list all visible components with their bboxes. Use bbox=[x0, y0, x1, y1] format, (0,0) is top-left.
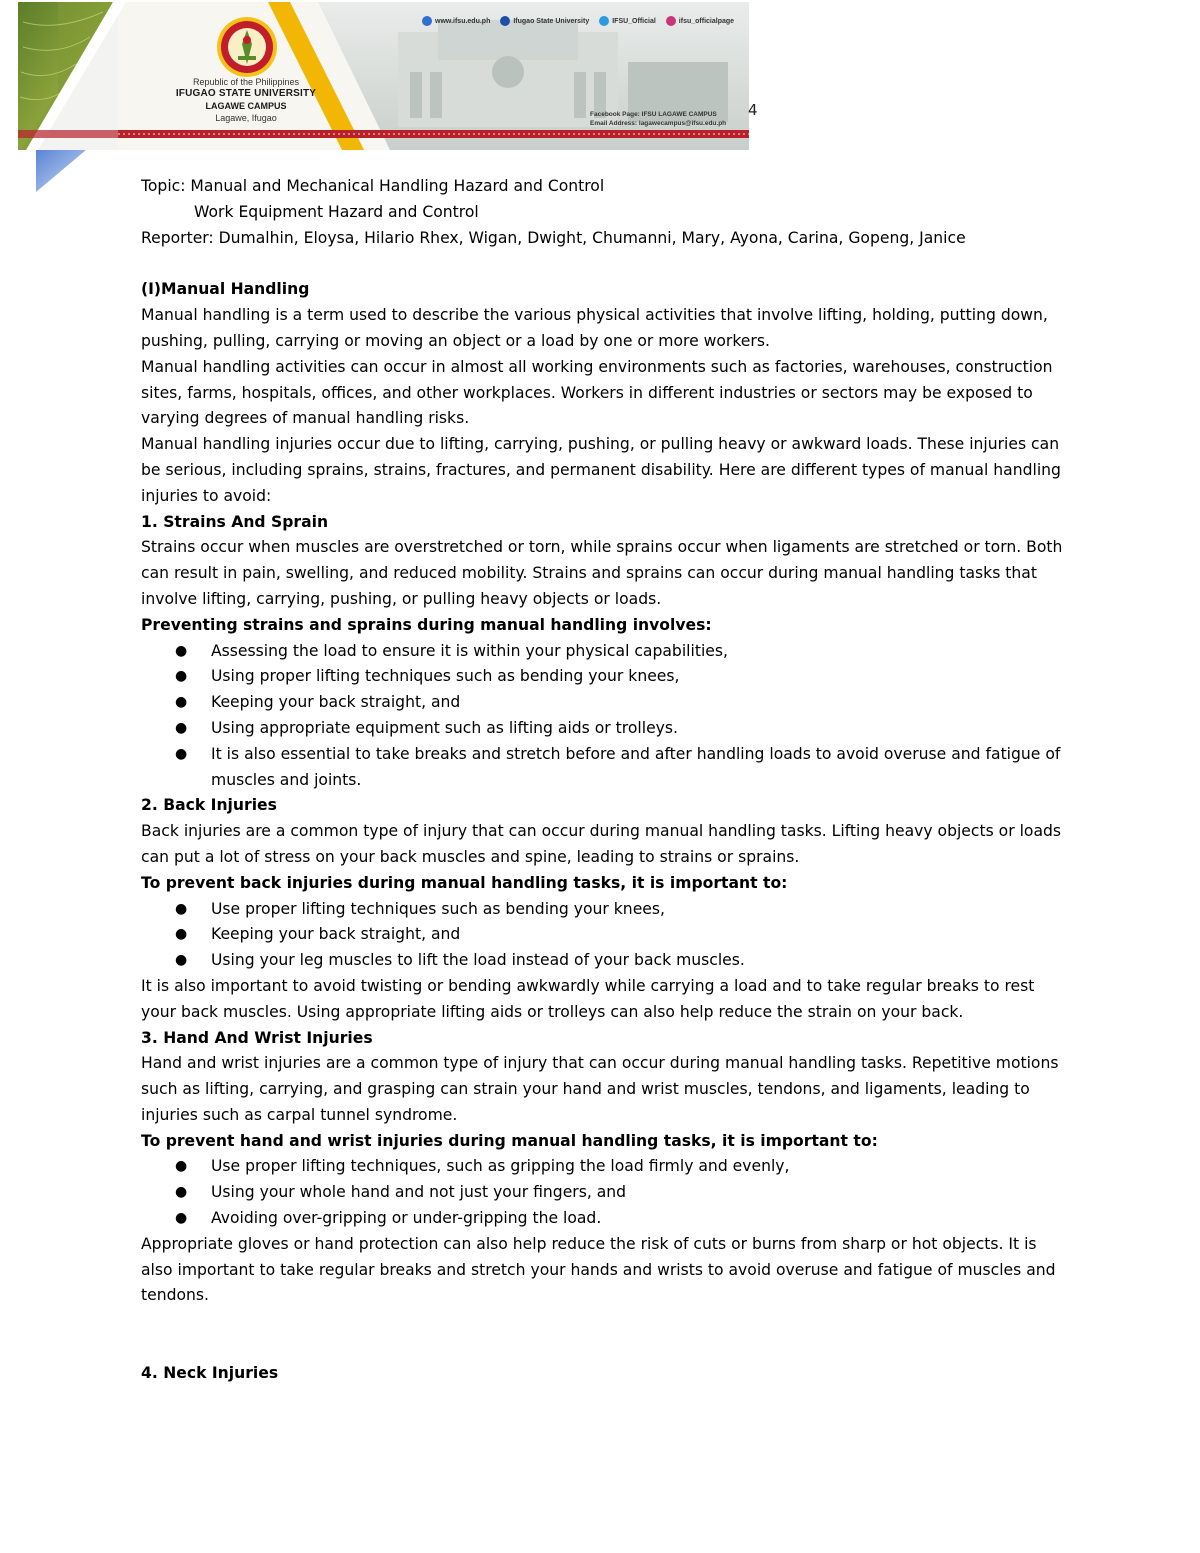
paragraph: Appropriate gloves or hand protection can also help reduce the risk of cuts or burns from sharp or hot objects. It is also important to take regular breaks and stretch your hands and wrists to avoid overuse and fatigue of muscles and tendons. bbox=[141, 1234, 1056, 1305]
paragraph: Manual handling activities can occur in almost all working environments such as factories, warehouses, construction sites, farms, hospitals, offices, and other workplaces. Workers in different industries or sectors may be exposed to varying degrees of manual handling risks. bbox=[141, 357, 1053, 428]
contact-block bbox=[590, 110, 726, 128]
social-twitter-label: IFSU_Official bbox=[612, 17, 656, 25]
paragraph: Manual handling is a term used to describe the various physical activities that involve lifting, holding, putting down, pushing, pulling, carrying or moving an object or a load by one or more workers. bbox=[141, 306, 1048, 350]
list-item: ● Avoiding over-gripping or under-gripping the load. bbox=[141, 1206, 1071, 1232]
list-item: ● Using appropriate equipment such as lifting aids or trolleys. bbox=[141, 716, 1071, 742]
bullet-list bbox=[141, 639, 1071, 794]
bullet: ● bbox=[175, 719, 188, 736]
paragraph: It is also important to avoid twisting or bending awkwardly while carrying a load and to take regular breaks to rest your back muscles. Using appropriate lifting aids or trolleys can also help reduce the strain on your back. bbox=[141, 976, 1035, 1021]
list-item: ● It is also essential to take breaks and stretch before and after handling loads to avoid overuse and fatigue of muscles and joints. bbox=[141, 742, 1071, 794]
twitter-icon bbox=[599, 16, 609, 26]
bullet-list bbox=[141, 1154, 1071, 1231]
country-label: Republic of the Philippines bbox=[192, 77, 300, 87]
document-body bbox=[141, 174, 1071, 1387]
list-lead: To prevent hand and wrist injuries during manual handling tasks, it is important to: bbox=[141, 1131, 878, 1150]
topic-line-2: Work Equipment Hazard and Control bbox=[194, 202, 479, 221]
list-item: ● Using your leg muscles to lift the load instead of your back muscles. bbox=[141, 948, 1071, 974]
bullet: ● bbox=[175, 926, 188, 943]
university-name-block bbox=[156, 76, 336, 124]
social-instagram[interactable] bbox=[666, 16, 734, 26]
university-seal-icon bbox=[214, 16, 280, 78]
list-item: ● Using proper lifting techniques such as bending your knees, bbox=[141, 664, 1071, 690]
campus-name: LAGAWE CAMPUS bbox=[205, 101, 287, 111]
bullet: ● bbox=[175, 952, 188, 969]
subheading-hand-wrist: 3. Hand And Wrist Injuries bbox=[141, 1028, 373, 1047]
paragraph: Manual handling injuries occur due to lifting, carrying, pushing, or pulling heavy or awkward loads. These injuries can be serious, including sprains, strains, fractures, and permanent disability. Here are different types of manual handling injuries to avoid: bbox=[141, 435, 1061, 505]
bullet: ● bbox=[175, 694, 188, 711]
bullet: ● bbox=[175, 1184, 188, 1201]
email-address-text: Email Address: lagawecampus@ifsu.edu.ph bbox=[590, 120, 727, 127]
bullet: ● bbox=[175, 745, 188, 762]
instagram-icon bbox=[666, 16, 676, 26]
list-item: ● Keeping your back straight, and bbox=[141, 922, 1071, 948]
bullet: ● bbox=[175, 1210, 188, 1227]
subheading-neck-injuries: 4. Neck Injuries bbox=[141, 1364, 279, 1383]
social-facebook[interactable] bbox=[500, 16, 589, 26]
bullet-list bbox=[141, 897, 1071, 974]
social-facebook-label: Ifugao State University bbox=[513, 17, 590, 25]
globe-icon bbox=[422, 16, 432, 26]
social-links bbox=[422, 16, 734, 26]
section-heading: (I)Manual Handling bbox=[141, 280, 310, 299]
list-lead: Preventing strains and sprains during manual handling involves: bbox=[141, 615, 712, 634]
paragraph: Back injuries are a common type of injury that can occur during manual handling tasks. Lifting heavy objects or loads can put a lot of stress on your back muscles and spine, leading to strains or sprains. bbox=[141, 822, 1062, 866]
subheading-back-injuries: 2. Back Injuries bbox=[141, 796, 277, 815]
university-name: IFUGAO STATE UNIVERSITY bbox=[175, 88, 317, 99]
social-website[interactable] bbox=[422, 16, 490, 26]
page-number: 4 bbox=[748, 101, 758, 119]
list-item: ● Keeping your back straight, and bbox=[141, 690, 1071, 716]
bullet: ● bbox=[175, 642, 188, 659]
social-website-label: www.ifsu.edu.ph bbox=[435, 17, 491, 25]
paragraph: Hand and wrist injuries are a common type of injury that can occur during manual handling tasks. Repetitive motions such as lifting, carrying, and grasping can strain your hand and wrist muscles, tendons, and ligaments, leading to injuries such as carpal tunnel syndrome. bbox=[141, 1054, 1059, 1124]
facebook-icon bbox=[500, 16, 510, 26]
topic-line: Topic: Manual and Mechanical Handling Hazard and Control bbox=[141, 177, 605, 195]
header-banner bbox=[18, 2, 749, 150]
list-item: ● Use proper lifting techniques, such as gripping the load firmly and evenly, bbox=[141, 1154, 1071, 1180]
subheading-strains: 1. Strains And Sprain bbox=[141, 512, 329, 531]
bullet: ● bbox=[175, 900, 188, 917]
list-lead: To prevent back injuries during manual handling tasks, it is important to: bbox=[141, 873, 788, 892]
paragraph: Strains occur when muscles are overstretched or torn, while sprains occur when ligaments are stretched or torn. Both can result in pain, swelling, and reduced mobility. Strains and sprains can occur during manual handling tasks that involve lifting, carrying, pushing, or pulling heavy objects or loads. bbox=[141, 538, 1063, 608]
corner-triangle-decoration bbox=[36, 150, 86, 194]
campus-location: Lagawe, Ifugao bbox=[215, 113, 277, 123]
list-item: ● Using your whole hand and not just your fingers, and bbox=[141, 1180, 1071, 1206]
list-item: ● Assessing the load to ensure it is within your physical capabilities, bbox=[141, 639, 1071, 665]
bullet: ● bbox=[175, 1158, 188, 1175]
list-item: ● Use proper lifting techniques such as bending your knees, bbox=[141, 897, 1071, 923]
bullet: ● bbox=[175, 668, 188, 685]
social-twitter[interactable] bbox=[599, 16, 656, 26]
social-instagram-label: ifsu_officialpage bbox=[678, 17, 735, 25]
facebook-page-text: Facebook Page: IFSU LAGAWE CAMPUS bbox=[590, 111, 717, 118]
reporter-line: Reporter: Dumalhin, Eloysa, Hilario Rhex, Wigan, Dwight, Chumanni, Mary, Ayona, Carina, Gopeng, Janice bbox=[141, 228, 966, 247]
